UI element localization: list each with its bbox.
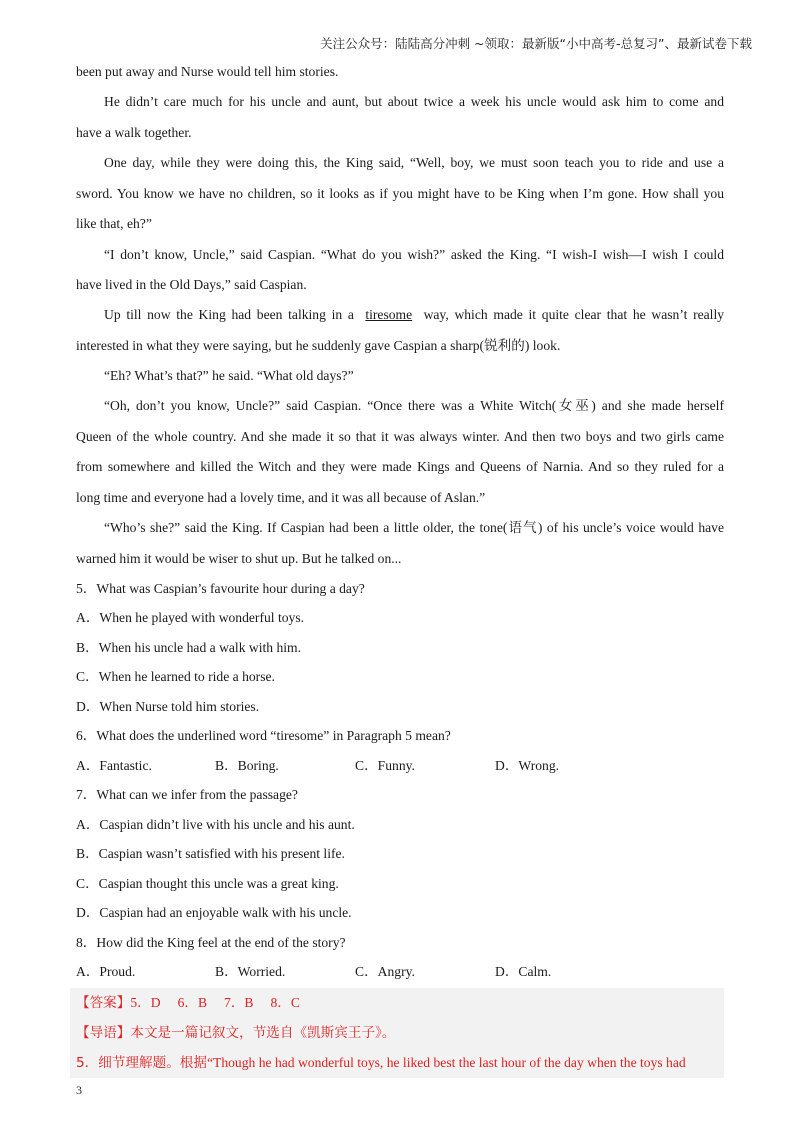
- passage-line: “I don’t know, Uncle,” said Caspian. “What do you wish?” asked the King. “I wish-I wish—I wish I could: [104, 247, 724, 262]
- q6-option-d: D．Wrong.: [495, 758, 560, 773]
- guide-text: 本文是一篇记叙文，节选自《凯斯宾王子》。: [130, 1025, 396, 1041]
- text-before: Up till now the King had been talking in a: [104, 307, 354, 322]
- page-number: 3: [76, 1083, 82, 1097]
- passage-line: been put away and Nurse would tell him stories.: [76, 64, 339, 79]
- passage-line: from somewhere and killed the Witch and they were made Kings and Queens of Narnia. And so they ruled for a: [76, 459, 724, 474]
- page-header: 关注公众号：陆陆高分冲刺 ~领取：最新版“小中高考-总复习”、最新试卷下载: [320, 36, 752, 51]
- q7-option-b: B．Caspian wasn’t satisfied with his present life.: [76, 846, 345, 861]
- passage-line: warned him it would be wiser to shut up. But he talked on...: [76, 551, 402, 566]
- question-7: 7．What can we infer from the passage?: [76, 787, 298, 802]
- q8-option-b: B．Worried.: [215, 964, 286, 979]
- q8-option-d: D．Calm.: [495, 964, 552, 979]
- q7-option-a: A．Caspian didn’t live with his uncle and his aunt.: [76, 817, 355, 832]
- guide-label: 【导语】: [76, 1025, 131, 1041]
- passage-line: like that, eh?”: [76, 216, 152, 231]
- q8-option-c: C．Angry.: [355, 964, 415, 979]
- q5-option-d: D．When Nurse told him stories.: [76, 699, 260, 714]
- q7-option-c: C．Caspian thought this uncle was a great king.: [76, 876, 339, 891]
- q5-option-c: C．When he learned to ride a horse.: [76, 669, 275, 684]
- passage-line: “Oh, don’t you know, Uncle?” said Caspian. “Once there was a White Witch(女巫) and she made herself: [104, 398, 724, 413]
- q5-option-a: A．When he played with wonderful toys.: [76, 610, 305, 625]
- answer-text: 5．D 6．B 7．B 8．C: [130, 995, 300, 1010]
- explain-row: [70, 1048, 724, 1078]
- passage-line: He didn’t care much for his uncle and aunt, but about twice a week his uncle would ask him to come and: [104, 94, 724, 109]
- q8-option-a: A．Proud.: [76, 964, 136, 979]
- text-after: way, which made it quite clear that he wasn’t really: [423, 307, 725, 322]
- answer-label: 【答案】: [76, 995, 131, 1011]
- answer-row: [70, 988, 724, 1018]
- passage-line: have a walk together.: [76, 125, 192, 140]
- q7-option-d: D．Caspian had an enjoyable walk with his uncle.: [76, 905, 352, 920]
- question-6: 6．What does the underlined word “tiresome” in Paragraph 5 mean?: [76, 728, 451, 743]
- explain-text: “Though he had wonderful toys, he liked best the last hour of the day when the toys had: [207, 1055, 686, 1070]
- guide-row: [70, 1018, 724, 1048]
- q6-option-c: C．Funny.: [355, 758, 415, 773]
- question-8: 8．How did the King feel at the end of the story?: [76, 935, 346, 950]
- explain-prefix: 5．细节理解题。根据: [76, 1055, 207, 1071]
- passage-line: One day, while they were doing this, the King said, “Well, boy, we must soon teach you to ride and use a: [104, 155, 724, 170]
- passage-line: sword. You know we have no children, so it looks as if you might have to be King when I’m gone. How shall you: [76, 186, 724, 201]
- q6-option-b: B．Boring.: [215, 758, 279, 773]
- passage-line: have lived in the Old Days,” said Caspian.: [76, 277, 307, 292]
- underlined-word-tiresome: tiresome: [365, 307, 413, 322]
- q6-option-a: A．Fantastic.: [76, 758, 152, 773]
- passage-line-tiresome: [104, 306, 724, 324]
- passage-line: interested in what they were saying, but he suddenly gave Caspian a sharp(锐利的) look.: [76, 338, 561, 353]
- passage-line: “Eh? What’s that?” he said. “What old days?”: [104, 368, 354, 383]
- q5-option-b: B．When his uncle had a walk with him.: [76, 640, 302, 655]
- passage-line: long time and everyone had a lovely time, and it was all because of Aslan.”: [76, 490, 486, 505]
- q6-options: [76, 757, 724, 775]
- question-5: 5．What was Caspian’s favourite hour during a day?: [76, 581, 365, 596]
- passage-line: Queen of the whole country. And she made it so that it was always winter. And then two boys and two girls came: [76, 429, 724, 444]
- q8-options: [76, 963, 724, 981]
- passage-line: “Who’s she?” said the King. If Caspian had been a little older, the tone(语气) of his uncle’s voice would have: [104, 520, 724, 535]
